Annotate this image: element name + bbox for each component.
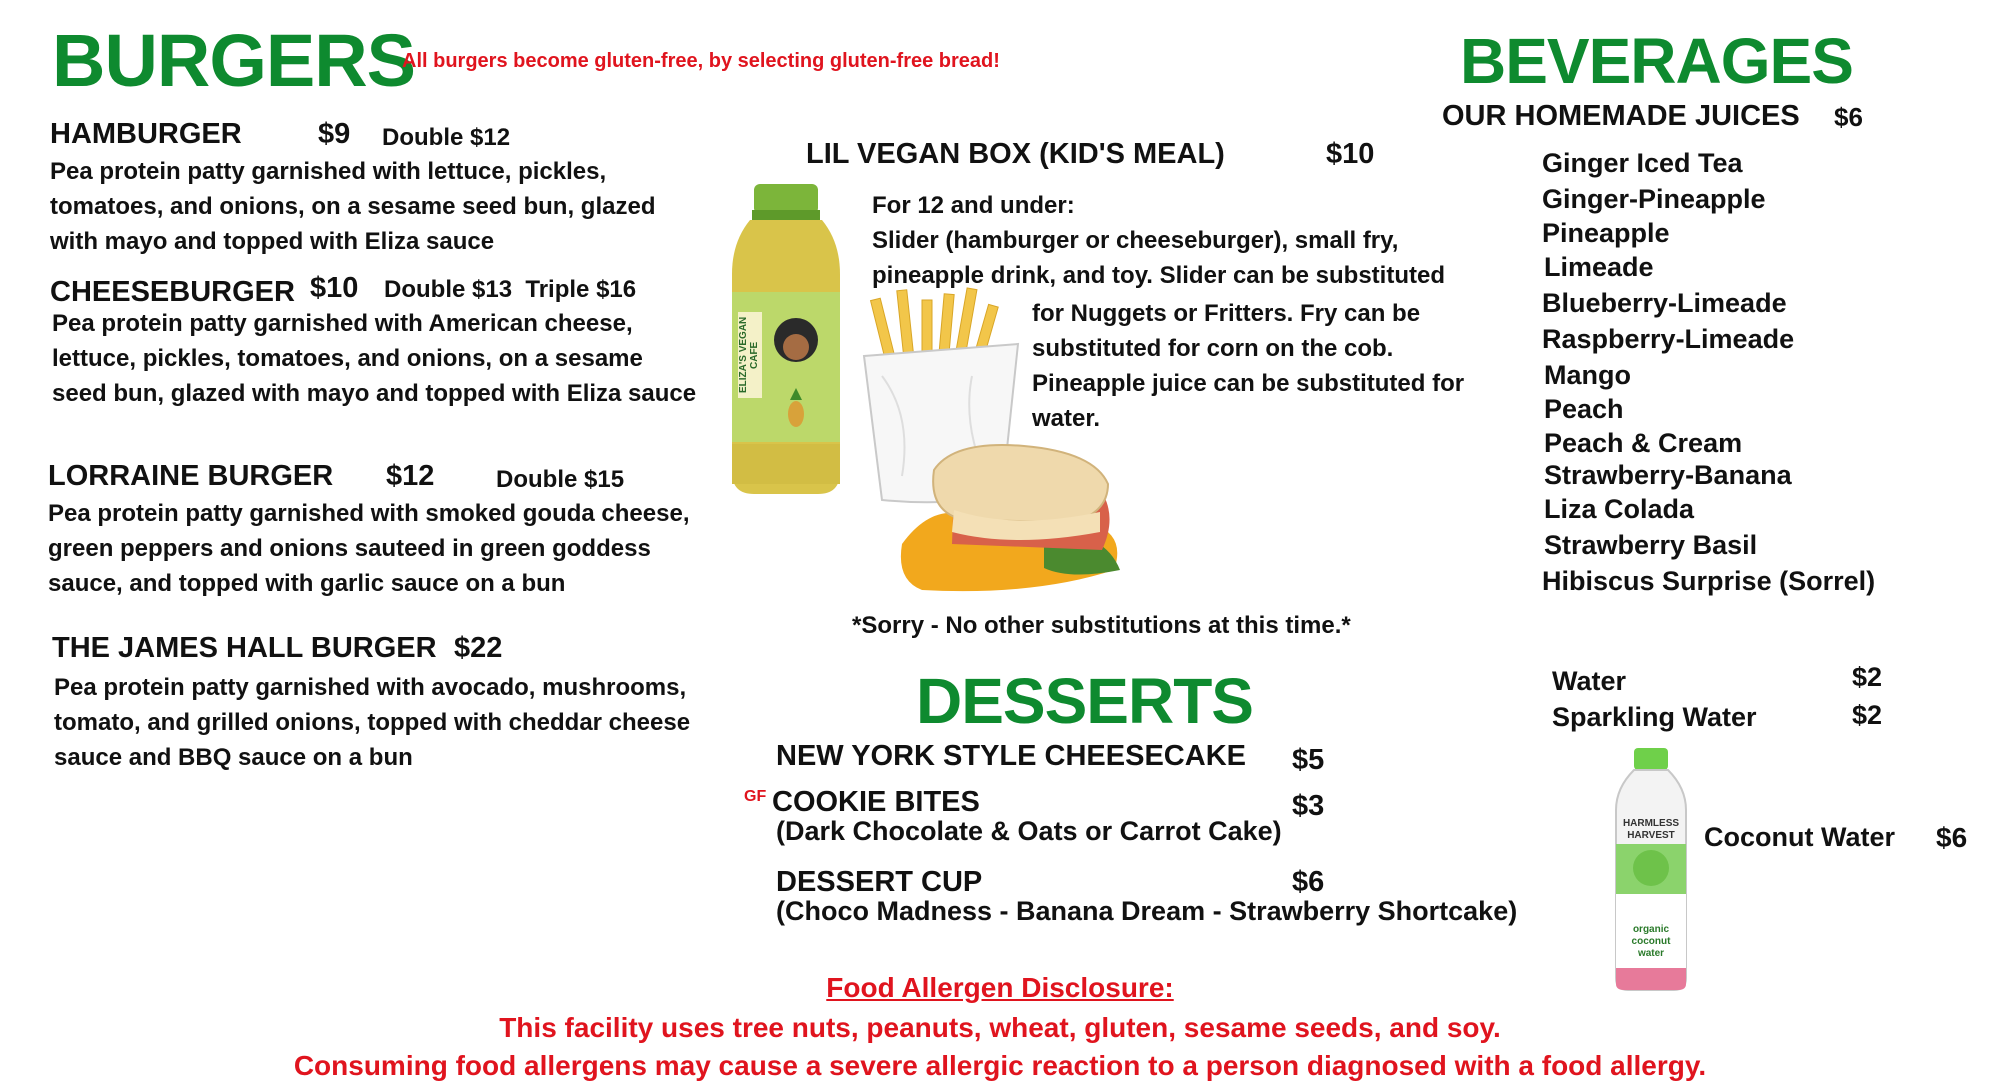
cookie-bites-price: $3: [1292, 790, 1325, 822]
dessert-cup-price: $6: [1292, 866, 1325, 898]
cookie-bites-flavors: (Dark Chocolate & Oats or Carrot Cake): [776, 816, 1282, 846]
cookie-bites-name: COOKIE BITES: [772, 786, 980, 818]
kids-meal-line-3: pineapple drink, and toy. Slider can be substituted: [872, 262, 1445, 289]
cheeseburger-price: $10: [310, 272, 359, 304]
dessert-cup-name: DESSERT CUP: [776, 866, 983, 898]
water-name: Water: [1552, 666, 1627, 696]
juices-title: OUR HOMEMADE JUICES: [1442, 100, 1800, 132]
hamburger-name: HAMBURGER: [50, 118, 242, 150]
juices-price: $6: [1834, 102, 1863, 132]
juice-item: Ginger-Pineapple: [1542, 184, 1766, 214]
cheeseburger-name: CHEESEBURGER: [50, 276, 295, 308]
james-hall-burger-price: $22: [454, 632, 503, 664]
cheeseburger-description: Pea protein patty garnished with American cheese, lettuce, pickles, tomatoes, and onions, on a sesame seed bun, glazed with mayo and topped with Eliza sauce: [52, 310, 697, 407]
james-hall-burger-name: THE JAMES HALL BURGER: [52, 632, 437, 664]
kids-meal-line-6: Pineapple juice can be substituted for: [1032, 370, 1465, 397]
cheesecake-price: $5: [1292, 744, 1325, 776]
lorraine-burger-extra: Double $15: [496, 466, 625, 493]
sparkling-water-price: $2: [1852, 700, 1883, 730]
coconut-water-price: $6: [1936, 822, 1968, 853]
allergen-line-2: Consuming food allergens may cause a severe allergic reaction to a person diagnosed with a food allergy.: [293, 1050, 1707, 1081]
cheeseburger-extra: Double $13 Triple $16: [384, 276, 637, 303]
juice-item: Peach & Cream: [1544, 428, 1743, 458]
juice-bottle-label: ELIZA'S VEGAN CAFE: [738, 316, 760, 394]
coconut-bottle-brand: HARMLESS HARVEST: [1622, 818, 1680, 841]
kids-meal-line-2: Slider (hamburger or cheeseburger), small fry,: [872, 227, 1399, 254]
hamburger-price: $9: [318, 118, 351, 150]
lorraine-burger-description: Pea protein patty garnished with smoked gouda cheese, green peppers and onions sauteed in green goddess sauce, and topped with garlic sauce on a bun: [48, 500, 690, 597]
lorraine-burger-price: $12: [386, 460, 435, 492]
desserts-heading: DESSERTS: [916, 665, 1253, 737]
juice-item: Ginger Iced Tea: [1542, 148, 1743, 178]
coconut-water-name: Coconut Water: [1704, 822, 1895, 852]
james-hall-burger-description: Pea protein patty garnished with avocado, mushrooms, tomato, and grilled onions, topped with cheddar cheese sauce and BBQ sauce on a bun: [54, 674, 691, 771]
juice-item: Hibiscus Surprise (Sorrel): [1542, 566, 1876, 596]
kids-meal-price: $10: [1326, 138, 1375, 170]
juice-item: Raspberry-Limeade: [1542, 324, 1795, 354]
juice-item: Blueberry-Limeade: [1542, 288, 1787, 318]
dessert-cup-flavors: (Choco Madness - Banana Dream - Strawberry Shortcake): [776, 896, 1518, 926]
hamburger-extra: Double $12: [382, 124, 511, 151]
cheesecake-name: NEW YORK STYLE CHEESECAKE: [776, 740, 1246, 772]
lorraine-burger-name: LORRAINE BURGER: [48, 460, 334, 492]
juice-item: Peach: [1544, 394, 1624, 424]
juice-item: Strawberry Basil: [1544, 530, 1758, 560]
juice-bottle-image: [724, 182, 848, 498]
juice-item: Liza Colada: [1544, 494, 1695, 524]
sparkling-water-name: Sparkling Water: [1552, 702, 1757, 732]
coconut-water-bottle-image: [1612, 748, 1690, 992]
juice-item: Pineapple: [1542, 218, 1670, 248]
allergen-line-1: This facility uses tree nuts, peanuts, wheat, gluten, sesame seeds, and soy.: [499, 1012, 1501, 1043]
hamburger-description: Pea protein patty garnished with lettuce, pickles, tomatoes, and onions, on a sesame seed bun, glazed with mayo and topped with Eliza sauce: [50, 158, 656, 255]
kids-meal-name: LIL VEGAN BOX (KID'S MEAL): [806, 138, 1225, 170]
burgers-heading: BURGERS: [52, 19, 416, 102]
water-price: $2: [1852, 662, 1883, 692]
kids-meal-line-1: For 12 and under:: [872, 192, 1075, 219]
kids-meal-line-4: for Nuggets or Fritters. Fry can be: [1032, 300, 1421, 327]
juice-item: Strawberry-Banana: [1544, 460, 1792, 490]
kids-meal-line-7: water.: [1032, 405, 1101, 432]
no-substitutions-note: *Sorry - No other substitutions at this time.*: [852, 612, 1351, 639]
beverages-heading: BEVERAGES: [1460, 25, 1853, 97]
gluten-free-note: All burgers become gluten-free, by selecting gluten-free bread!: [402, 50, 1000, 72]
kids-meal-line-5: substituted for corn on the cob.: [1032, 335, 1394, 362]
gf-badge: GF: [744, 788, 767, 805]
slider-burger-image: [894, 440, 1130, 596]
juice-item: Limeade: [1544, 252, 1654, 282]
allergen-title: Food Allergen Disclosure:: [826, 972, 1174, 1003]
juice-item: Mango: [1544, 360, 1631, 390]
coconut-bottle-label: organic coconut water: [1631, 924, 1671, 959]
